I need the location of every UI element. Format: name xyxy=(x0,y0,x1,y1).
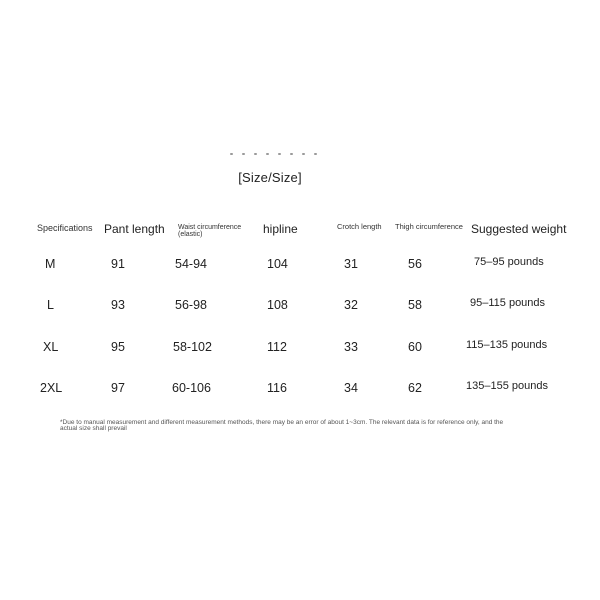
thigh-cell: 58 xyxy=(408,298,422,312)
pant-length-cell: 97 xyxy=(111,381,125,395)
hipline-cell: 116 xyxy=(267,381,287,395)
crotch-cell: 33 xyxy=(344,340,358,354)
thigh-cell: 60 xyxy=(408,340,422,354)
header-waist-line1: Waist circumference xyxy=(178,224,242,231)
header-specifications: Specifications xyxy=(37,223,93,233)
page-title: [Size/Size] xyxy=(238,170,302,185)
header-waist-line2: (elastic) xyxy=(178,231,203,238)
weight-cell: 95–115 pounds xyxy=(470,297,546,309)
measurement-note xyxy=(60,420,600,432)
note-line1: *Due to manual measurement and different measurement methods, there may be an error of about 1~3cm. The relevant data is for reference only, and the xyxy=(60,419,504,426)
size-cell: XL xyxy=(43,340,59,354)
hipline-cell: 104 xyxy=(267,257,288,271)
pant-length-cell: 91 xyxy=(111,257,125,271)
size-cell: 2XL xyxy=(40,381,63,395)
note-line2: actual size shall prevail xyxy=(60,425,127,432)
hipline-cell: 108 xyxy=(267,298,288,312)
decorative-dots xyxy=(230,153,330,157)
size-cell: M xyxy=(45,257,56,271)
waist-cell: 58-102 xyxy=(173,340,212,354)
waist-cell: 60-106 xyxy=(172,381,211,395)
crotch-cell: 34 xyxy=(344,381,358,395)
weight-cell: 75–95 pounds xyxy=(474,256,544,268)
header-waist-circumference xyxy=(178,224,241,238)
waist-cell: 56-98 xyxy=(175,298,207,312)
header-hipline: hipline xyxy=(263,222,298,236)
pant-length-cell: 95 xyxy=(111,340,125,354)
header-pant-length: Pant length xyxy=(104,222,165,236)
header-suggested-weight: Suggested weight xyxy=(471,222,567,236)
header-thigh-circumference: Thigh circumference xyxy=(395,222,463,231)
crotch-cell: 31 xyxy=(344,257,358,271)
header-crotch-length: Crotch length xyxy=(337,222,382,231)
size-cell: L xyxy=(47,298,54,312)
weight-cell: 135–155 pounds xyxy=(466,380,548,392)
weight-cell: 115–135 pounds xyxy=(466,339,548,351)
pant-length-cell: 93 xyxy=(111,298,125,312)
crotch-cell: 32 xyxy=(344,298,358,312)
thigh-cell: 62 xyxy=(408,381,422,395)
thigh-cell: 56 xyxy=(408,257,422,271)
hipline-cell: 112 xyxy=(267,340,287,354)
waist-cell: 54-94 xyxy=(175,257,207,271)
